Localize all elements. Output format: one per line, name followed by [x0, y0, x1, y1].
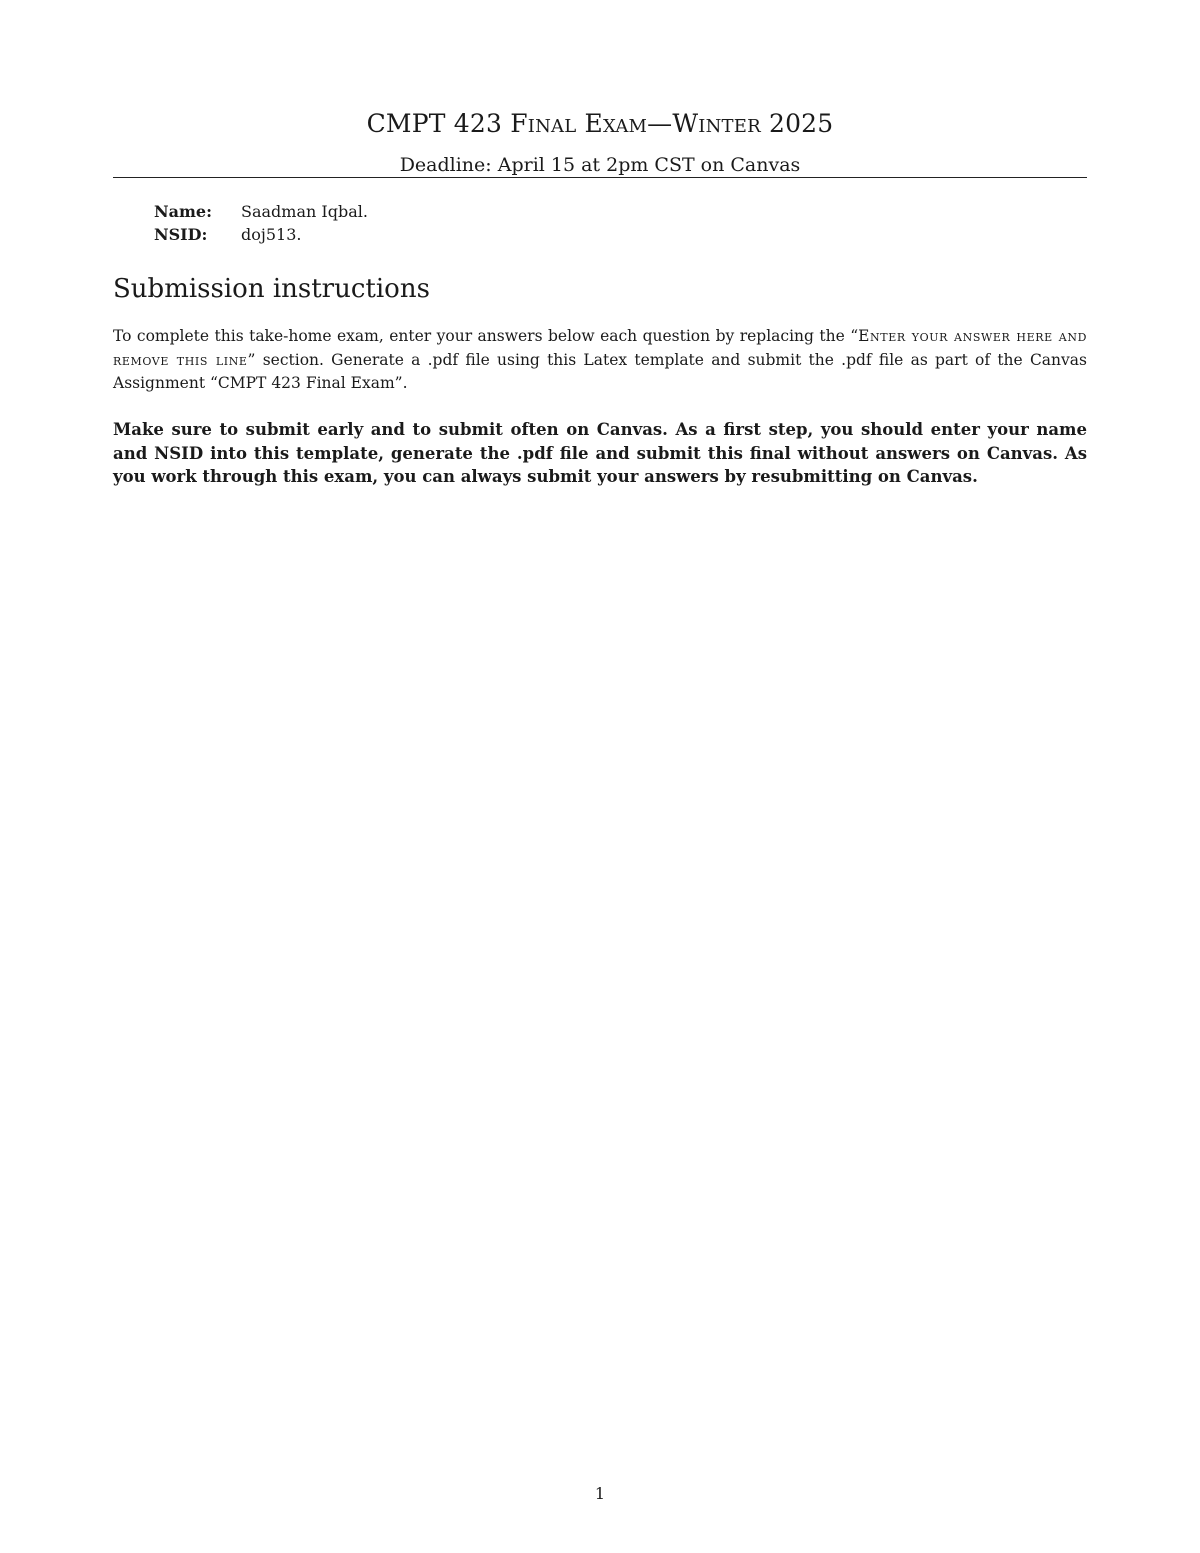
- placeholder-phrase: Enter your answer here and remove this line: [113, 327, 1087, 369]
- name-label: Name:: [154, 202, 213, 221]
- deadline-line: Deadline: April 15 at 2pm CST on Canvas: [399, 154, 801, 176]
- name-row: [154, 200, 368, 223]
- submit-early-paragraph: Make sure to submit early and to submit often on Canvas. As a first step, you should enter your name and NSID into this template, generate the .pdf file and submit this final without answers on Canvas. As you work through this exam, you can always submit your answers by resubmitting on Canvas.: [113, 420, 1087, 486]
- instructions-paragraph: [113, 325, 1087, 396]
- instructions-text-1: To complete this take-home exam, enter your answers below each question by replacing the “: [113, 327, 859, 345]
- nsid-row: [154, 223, 368, 246]
- nsid-value: doj513.: [241, 225, 302, 244]
- instructions-text-2: ” section. Generate a .pdf file using this Latex template and submit the .pdf file as part of the Canvas Assignment “CMPT 423 Final Exam”.: [113, 350, 1087, 392]
- name-value: Saadman Iqbal.: [241, 202, 368, 221]
- header-rule: [113, 177, 1087, 178]
- page-number: 1: [594, 1484, 606, 1503]
- section-heading: Submission instructions: [113, 274, 430, 304]
- exam-title: [0, 108, 1200, 140]
- exam-title-text: CMPT 423 Final Exam—Winter 2025: [366, 109, 834, 138]
- nsid-label: NSID:: [154, 225, 208, 244]
- student-info: [154, 200, 368, 246]
